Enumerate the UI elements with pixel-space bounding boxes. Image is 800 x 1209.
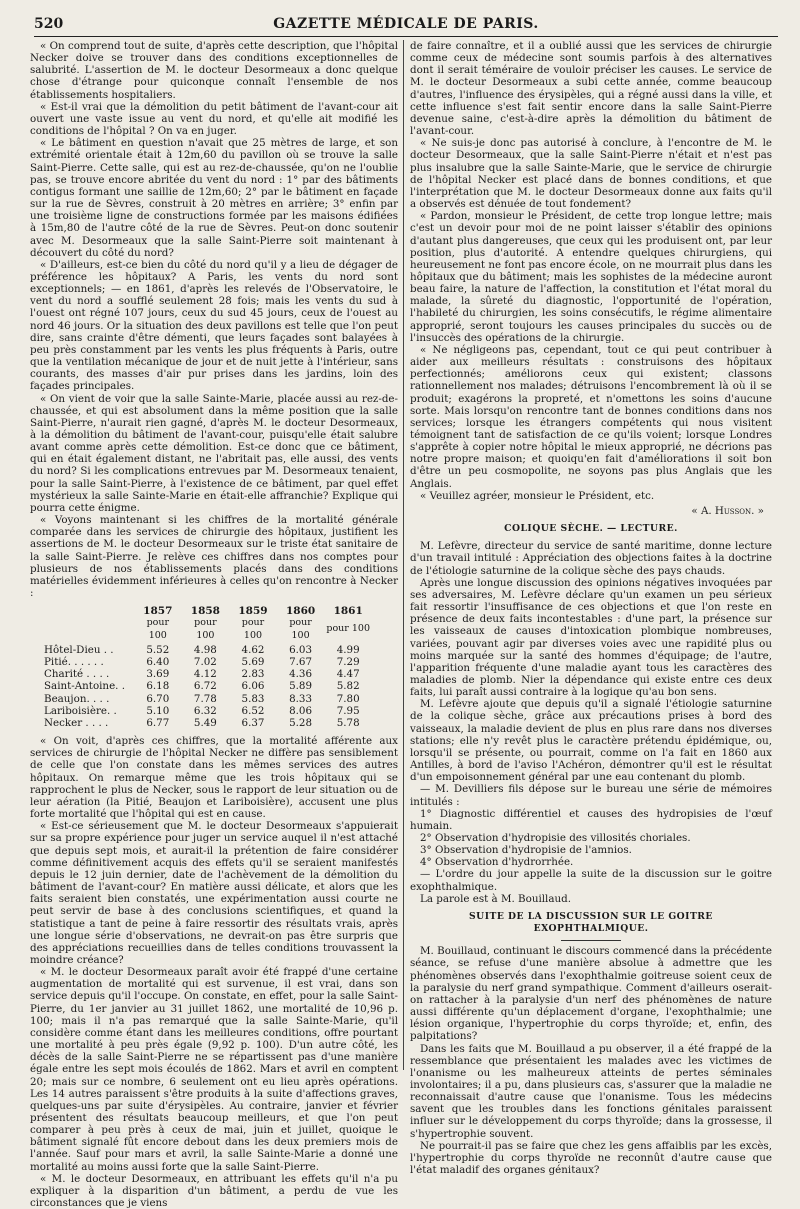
table-cell: 6.40 (146, 655, 170, 668)
list-item: 1° Diagnostic différentiel et causes des hydropisies de l'œuf humain. (410, 807, 772, 832)
hospital-name: Necker . . . . (44, 716, 109, 729)
list-item: 3° Observation d'hydropisie de l'amnios. (420, 844, 632, 857)
unit-label: pour 100 (146, 617, 170, 641)
table-row (42, 705, 372, 717)
section-heading: COLIQUE SÈCHE. — LECTURE. (504, 523, 678, 535)
paragraph: « Pardon, monsieur le Président, de cette trop longue lettre; mais c'est un devoir pour moi de ne point laisser s'établir des opinions d'autant plus dangereuses, que ceux qui les produisent ont, par leur position, plus d'autorité. A entendre quelques chirurgiens, qui heureusement ne font pas encore école, on ne mourrait plus dans les hôpitaux que du bâtiment; mais les sophistes de la médecine auront beau faire, la nature de l'affection, la constitution et l'état moral du malade, la sûreté du diagnostic, l'opportunité de l'opération, l'habileté du chirurgien, les soins consécutifs, le régime alimentaire approprié, seront toujours les causes principales du succès ou de l'insuccès des opérations de la chirurgie. (410, 210, 772, 344)
table-cell: 6.70 (146, 692, 170, 705)
table-cell: 5.10 (146, 704, 170, 717)
unit-label: pour 100 (326, 623, 370, 635)
paragraph: Après une longue discussion des opinions négatives invoquées par ses adversaires, M. Lefèvre déclare qu'un examen un peu sérieux fait ressortir l'insuffisance de ces objections et que l'on reste en présence de deux faits incontestables : d'une part, la présence sur les vaisseaux de causes d'intoxication plombique nombreuses, variées, pouvant agir par diverses voies avec une rapidité plus ou moins marquée sur la santé des hommes d'équipage; de l'autre, l'apparition fréquente d'une maladie ayant tous les caractères des maladies de plomb. Nier la dépendance qui existe entre ces deux faits, lui paraît aussi contraire à la logique qu'au bon sens. (410, 576, 772, 699)
table-cell: 5.89 (289, 680, 313, 693)
table-cell: 5.83 (241, 692, 265, 705)
hospital-name: Saint-Antoine. . (44, 680, 125, 693)
year-header: 1859 (238, 605, 268, 618)
section-rule (561, 940, 621, 941)
table-cell: 4.47 (336, 668, 360, 681)
left-column (30, 40, 398, 1209)
table-row (42, 656, 372, 668)
table-cell: 6.32 (193, 704, 217, 717)
paragraph: M. Lefèvre ajoute que depuis qu'il a signalé l'étiologie saturnine de la colique sèche, grâce aux précautions prises à bord des vaisseaux, la maladie devient de plus en plus rare dans nos diverses stations; elle n'y revêt plus le caractère prétendu épidémique, ou, lorsqu'il se présente, ou pourrait, comme on l'a fait en 1860 aux Antilles, à bord de l'aviso l'Achéron, démontrer qu'il est le résultat d'un empoisonnement général par une eau contenant du plomb. (410, 698, 772, 784)
table-cell: 4.12 (193, 668, 217, 681)
year-header: 1860 (285, 605, 316, 618)
paragraph: « Ne négligeons pas, cependant, tout ce qui peut contribuer à aider aux meilleurs résultats : construisons des hôpitaux perfectionnés; améliorons ceux qui existent; classons rationnellement nos malades; détruisons l'encombrement là où il se produit; exagérons la propreté, et n'omettons les soins d'aucune sorte. Mais lorsqu'on rencontre tant de bonnes conditions dans nos services; lorsque les étrangers compétents qui nous visitent témoignent tant de satisfaction de ce qu'ils voient; lorsque Londres s'apprête à copier notre hôpital le mieux approprié, ne décrions pas notre propre maison; et quoiqu'en fait d'améliorations il soit bon d'être un peu cosmopolite, ne soyons pas plus Anglais que les Anglais. (410, 343, 772, 490)
column-divider (403, 40, 404, 1070)
table-cell: 6.77 (146, 716, 170, 729)
signature: « A. Husson. » (691, 504, 764, 517)
table-cell: 6.03 (289, 643, 313, 656)
paragraph: « On comprend tout de suite, d'après cette description, que l'hôpital Necker doive se trouver dans des conditions exceptionnelles de salubrité. L'assertion de M. le docteur Desormeaux a donc quelque chose d'étrange pour quiconque connaît l'ensemble de nos établissements hospitaliers. (30, 40, 398, 101)
unit-row (42, 617, 372, 643)
table-cell: 7.29 (336, 655, 360, 668)
table-cell: 7.80 (336, 692, 360, 705)
year-header: 1861 (333, 605, 363, 618)
page-header (34, 10, 778, 37)
table-cell: 6.52 (241, 704, 265, 717)
table-cell: 6.37 (241, 716, 265, 729)
table-cell: 5.82 (336, 680, 360, 693)
paragraph: de faire connaître, et il a oublié aussi que les services de chirurgie comme ceux de médecine sont soumis parfois à des alternatives dont il serait téméraire de vouloir préciser les causes. Le service de M. le docteur Desormeaux a subi cette année, comme beaucoup d'autres, l'influence des érysipèles, qui a régné aussi dans la ville, et cette influence s'est fait sentir encore dans la salle Saint-Pierre devenue saine, c'est-à-dire après la démolition du bâtiment de l'avant-cour. (410, 40, 772, 138)
paragraph: « Veuillez agréer, monsieur le Président, etc. (420, 489, 655, 502)
unit-label: pour 100 (194, 617, 217, 641)
paragraph: — M. Devilliers fils dépose sur le bureau une série de mémoires intitulés : (410, 783, 772, 808)
paragraph: « Ne suis-je donc pas autorisé à conclure, à l'encontre de M. le docteur Desormeaux, que la salle Saint-Pierre n'était et n'est pas plus insalubre que la salle Sainte-Marie, que le service de chirurgie de l'hôpital Necker est placé dans de bonnes conditions, et que l'interprétation que M. le docteur Desormeaux donne aux faits qu'il a observés est dénuée de tout fondement? (410, 137, 772, 211)
table-cell: 3.69 (146, 668, 170, 681)
list-item: 4° Observation d'hydrorrhée. (420, 856, 574, 869)
unit-label: pour 100 (289, 617, 312, 641)
table-cell: 5.69 (241, 655, 265, 668)
mortality-table (42, 605, 372, 729)
hospital-name: Charité . . . . (44, 668, 110, 681)
paragraph: « Est-il vrai que la démolition du petit bâtiment de l'avant-cour ait ouvert une vaste issue au vent du nord, et qu'elle ait modifié les conditions de l'hôpital ? On va en juger. (30, 100, 398, 138)
paragraph: « Le bâtiment en question n'avait que 25 mètres de large, et son extrémité orientale était à 12m,60 du pavillon où se trouve la salle Saint-Pierre. Cette salle, qui est au rez-de-chaussée, qu'on ne l'oublie pas, se trouve encore abritée du vent du nord : 1° par des bâtiments contigus formant une saillie de 12m,60; 2° par le bâtiment en façade sur la rue de Sèvres, construit à 20 mètres en arrière; 3° enfin par une troisième ligne de constructions formée par les maisons édifiées à 15m,80 de l'autre côté de la rue de Sèvres. Peut-on donc soutenir avec M. Desormeaux que la salle Saint-Pierre soit maintenant à découvert du côté du nord? (30, 137, 398, 259)
table-cell: 5.49 (193, 716, 217, 729)
paragraph: « M. le docteur Desormeaux paraît avoir été frappé d'une certaine augmentation de mortalité qui est survenue, il est vrai, dans son service depuis qu'il l'occupe. On constate, en effet, pour la salle Saint-Pierre, du 1er janvier au 31 juillet 1862, une mortalité de 10,96 p. 100; mais il n'a pas remarqué que la salle Sainte-Marie, qu'il considère comme étant dans les meilleures conditions, offre pourtant une mortalité à peu près égale (9,92 p. 100). D'un autre côté, les décès de la salle Saint-Pierre ne se répartissent pas d'une manière égale entre les sept mois écoulés de 1862. Mars et avril en comptent 20; mais sur ce nombre, 6 seulement ont eu lieu après opérations. Les 14 autres paraissent s'être produits à la suite d'affections graves, quelques-uns par suite d'érysipèles. Au contraire, janvier et février présentent des résultats beaucoup meilleurs, et que l'on peut comparer à peu près à ceux de mai, juin et juillet, quoique le bâtiment signalé fût encore debout dans les deux premiers mois de l'année. Sauf pour mars et avril, la salle Sainte-Marie a donné une mortalité au moins aussi forte que la salle Saint-Pierre. (30, 966, 398, 1173)
hospital-name: Lariboisière. . (44, 704, 117, 717)
hospital-name: Pitié. . . . . . (44, 655, 104, 668)
table-cell: 8.33 (289, 692, 313, 705)
table-cell: 2.83 (241, 668, 265, 681)
paragraph: « D'ailleurs, est-ce bien du côté du nord qu'il y a lieu de dégager de préférence les hôpitaux? A Paris, les vents du nord sont exceptionnels; — en 1861, d'après les relevés de l'Observatoire, le vent du nord a soufflé seulement 28 fois; mais les vents du sud à l'ouest ont régné 107 jours, ceux du sud 45 jours, ceux de l'ouest au nord 46 jours. Or la situation des deux pavillons est telle que l'on peut dire, sans crainte d'être démenti, que leurs façades sont balayées à peu près constamment par les vents les plus fréquents à Paris, outre que la ventilation mécanique de jour et de nuit jette à l'intérieur, sans courants, des masses d'air pur prises dans les jardins, loin des façades principales. (30, 258, 398, 393)
paragraph: Dans les faits que M. Bouillaud a pu observer, il a été frappé de la ressemblance que présentaient les malades avec les victimes de l'onanisme ou les malheureux atteints de pertes séminales involontaires; il a pu, dans plusieurs cas, s'assurer que la maladie ne reconnaissait d'autre cause que l'onanisme. Tous les médecins savent que les troubles dans les fonctions génitales paraissent influer sur le développement du corps thyroïde; dans la grossesse, il s'hypertrophie souvent. (410, 1042, 772, 1140)
paragraph: « On voit, d'après ces chiffres, que la mortalité afférente aux services de chirurgie de l'hôpital Necker ne diffère pas sensiblement de celle que l'on constate dans les mêmes services des autres hôpitaux. On remarque même que les trois hôpitaux qui se rapprochent le plus de Necker, sous le rapport de leur situation ou de leur aération (la Pitié, Beaujon et Lariboisière), accusent une plus forte mortalité que l'hôpital qui est en cause. (30, 735, 398, 821)
list-item: 2° Observation d'hydropisie des villosités choriales. (420, 832, 691, 844)
paragraph: M. Lefèvre, directeur du service de santé maritime, donne lecture d'un travail intitulé : Appréciation des objections faites à la doctrine de l'étiologie saturnine de la colique sèche des pays chauds. (410, 540, 772, 577)
table-cell: 5.52 (146, 643, 170, 656)
hospital-name: Hôtel-Dieu . . (44, 643, 114, 656)
table-cell: 7.78 (193, 692, 217, 705)
table-cell: 4.62 (241, 643, 265, 656)
year-header: 1857 (143, 605, 173, 618)
paragraph: Ne pourrait-il pas se faire que chez les gens affaiblis par les excès, l'hypertrophie du corps thyroïde ne reconnût d'autre cause que l'état maladif des organes génitaux? (410, 1139, 772, 1177)
paragraph: — L'ordre du jour appelle la suite de la discussion sur le goitre exophthalmique. (410, 868, 772, 893)
unit-label: pour 100 (241, 617, 265, 641)
table-cell: 6.06 (241, 680, 265, 693)
table-row (42, 717, 372, 729)
table-cell: 5.78 (336, 716, 360, 729)
journal-title: GAZETTE MÉDICALE DE PARIS. (273, 16, 539, 32)
table-cell: 7.67 (289, 655, 313, 668)
table-cell: 4.99 (336, 643, 360, 656)
table-cell: 5.28 (289, 716, 313, 729)
table-row (42, 644, 372, 656)
table-row (42, 668, 372, 680)
right-column (410, 40, 772, 1177)
page-number: 520 (34, 16, 64, 32)
paragraph: M. Bouillaud, continuant le discours commencé dans la précédente séance, se refuse d'une manière absolue à admettre que les phénomènes observés dans l'exophthalmie goitreuse soient ceux de la paralysie du nerf grand sympathique. Comment d'ailleurs oserait-on rattacher à la paralysie d'un nerf des phénomènes de nature aussi différente qu'un déplacement d'organe, l'exophthalmie; une lésion organique, l'hypertrophie du corps thyroïde; et, enfin, des palpitations? (410, 945, 772, 1043)
table-cell: 8.06 (289, 704, 313, 717)
paragraph: « Est-ce sérieusement que M. le docteur Desormeaux s'appuierait sur sa propre expérience pour juger un service auquel il n'est attaché que depuis sept mois, et aurait-il la prétention de faire considérer comme définitivement acquis des effets qu'il se seraient manifestés depuis le 12 juin dernier, date de l'achèvement de la démolition du bâtiment de l'avant-cour? En matière aussi délicate, et alors que les faits seraient bien constatés, une expérimentation aussi courte ne peut servir de base à des conclusions scientifiques, et quand la statistique a tant de peine à faire ressortir des résultats vrais, après une longue série d'observations, ne devrait-on pas être surpris que des appréciations recueillies dans de telles conditions trouvassent la moindre créance? (30, 820, 398, 966)
hospital-name: Beaujon. . . . (44, 692, 110, 705)
table-cell: 7.95 (336, 704, 360, 717)
section-heading: SUITE DE LA DISCUSSION SUR LE GOITRE EXOPHTHALMIQUE. (469, 910, 713, 935)
table-cell: 4.36 (289, 668, 313, 681)
table-cell: 7.02 (193, 655, 217, 668)
table-cell: 6.18 (146, 680, 170, 693)
paragraph: La parole est à M. Bouillaud. (420, 892, 571, 905)
paragraph: « M. le docteur Desormeaux, en attribuant les effets qu'il n'a pu expliquer à la disparition d'un bâtiment, a perdu de vue les circonstances que je viens (30, 1172, 398, 1209)
paragraph: « Voyons maintenant si les chiffres de la mortalité générale comparée dans les services de chirurgie des hôpitaux, justifient les assertions de M. le docteur Desormeaux sur le triste état sanitaire de la salle Saint-Pierre. Je relève ces chiffres dans nos comptes pour plusieurs de nos établissements placés dans des conditions matérielles évidemment inférieures à celles qu'on rencontre à Necker : (30, 514, 398, 600)
table-row (42, 680, 372, 692)
table-cell: 6.72 (193, 680, 217, 693)
table-row (42, 693, 372, 705)
table-header-row (42, 605, 372, 617)
year-header: 1858 (190, 605, 220, 618)
paragraph: « On vient de voir que la salle Sainte-Marie, placée aussi au rez-de-chaussée, et qui est absolument dans la même position que la salle Saint-Pierre, n'aurait rien gagné, d'après M. le docteur Desormeaux, à la démolition du bâtiment de l'avant-cour, puisqu'elle était salubre avant comme après cette démolition. Est-ce donc que ce bâtiment, qui en était également distant, ne l'abritait pas, elle aussi, des vents du nord? Si les complications entrevues par M. Desormeaux tenaient, pour la salle Saint-Pierre, à l'existence de ce bâtiment, par quel effet mystérieux la salle Sainte-Marie en était-elle affranchie? Explique qui pourra cette énigme. (30, 392, 398, 514)
table-cell: 4.98 (193, 643, 217, 656)
